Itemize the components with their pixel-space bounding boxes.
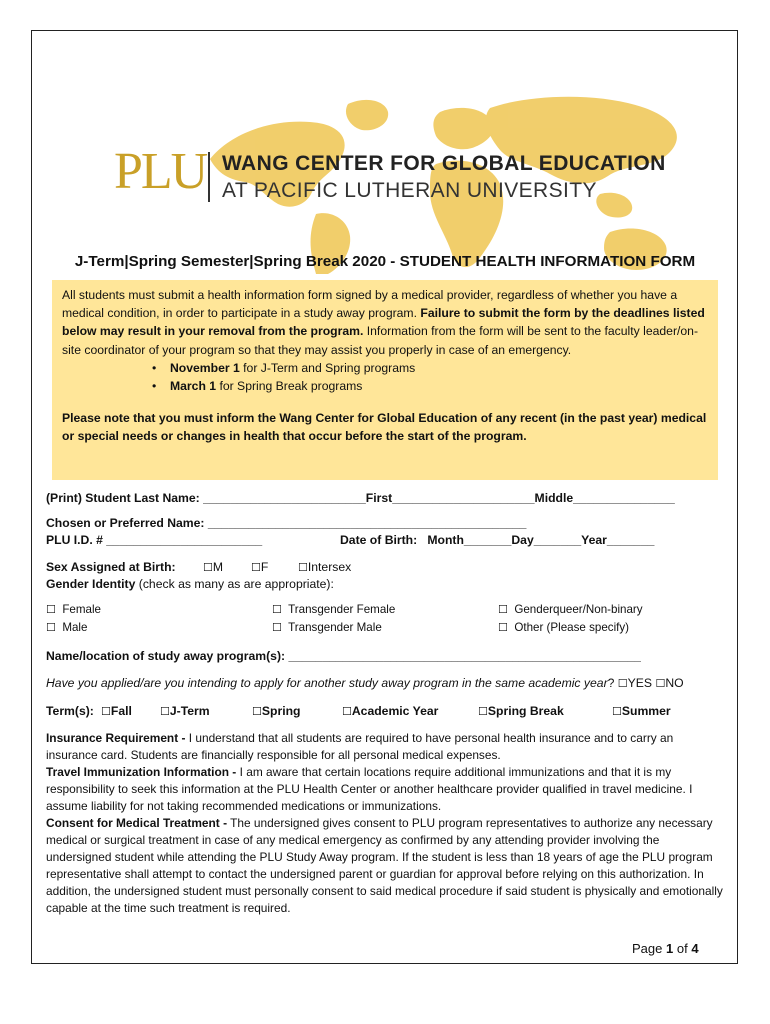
travel-paragraph [46,764,726,815]
checkbox-icon[interactable]: ☐ [342,705,352,718]
page-word: Page [632,941,663,956]
another-program-row: Have you applied/are you intending to apply for another study away program in the same academic year? ☐YES ☐NO [46,676,684,690]
plu-wordmark: PLU [114,143,207,200]
no-label: NO [665,676,684,690]
travel-text: I am aware that certain locations require additional immunizations and that it is my responsibility to seek this information at the PLU Health Center or another healthcare provider qualified in travel medicine. I assume liability for not taking recommended medications or immunizations. [46,765,693,813]
id-dob-row [46,533,686,547]
program-field[interactable]: Name/location of study away program(s): ____________________________________________________ [46,649,641,663]
checkbox-icon[interactable]: ☐ [498,621,508,634]
gender-option[interactable] [272,603,395,616]
checkbox-icon[interactable]: ☐ [160,705,170,718]
wang-center-logo [80,64,690,274]
page-number [632,941,699,956]
term-label: Summer [621,704,671,718]
notice-please: Please note that you must inform the Wang Center for Global Education of any recent (in the past year) medical or special needs or changes in health that occur before the start of the program. [62,411,707,444]
yes-option[interactable] [618,676,652,690]
dob-group [340,533,654,547]
gender-option[interactable] [46,603,101,616]
deadline-text: for J-Term and Spring programs [243,360,416,375]
gender-label: Gender Identity [46,577,136,591]
gender-column-3 [498,603,643,634]
logo-divider [208,152,210,202]
name-row [46,491,675,505]
middle-name-field[interactable]: Middle_______________ [534,491,675,505]
sex-label: Sex Assigned at Birth: [46,560,176,574]
dob-month-field[interactable]: Month_______ [427,533,512,547]
term-label: J-Term [169,704,210,718]
gender-option-label: Other (Please specify) [514,621,630,634]
consent-text: The undersigned gives consent to PLU program representatives to authorize any necessary medical or surgical treatment in case of any medical emergency as confirmed by any attending provider involving the undersigned student while attending the PLU Study Away program. If the student is less than 18 years of age the PLU program representative shall attempt to contact the undersigned parent or guardian for approval before relying on this authorization. In addition, the undersigned student must personally consent to said medical procedure if said student is physically and emotionally capable at the time such treatment is required. [46,816,723,915]
first-name-field[interactable]: First_____________________ [365,491,535,505]
consent-label: Consent for Medical Treatment - [46,816,228,830]
term-label: Academic Year [351,704,439,718]
gender-column-2 [272,603,395,634]
logo-line-1: WANG CENTER FOR GLOBAL EDUCATION [222,152,666,175]
notice-intro: All students must submit a health information form signed by a medical provider, regardless of whether you have a medical condition, in order to participate in a study away program. [62,288,678,321]
insurance-paragraph [46,730,726,764]
notice-rest: Information from the form will be sent to the faculty leader/on-site coordinator of your program so that they may assist you properly in case of an emergency. [62,324,699,357]
deadline-item [152,377,708,395]
gender-option-label: Male [62,621,88,634]
term-label: Spring Break [487,704,564,718]
insurance-text: I understand that all students are required to have personal health insurance and to carry an insurance card. Students are financially responsible for all personal medical expenses. [46,731,674,762]
another-program-question: Have you applied/are you intending to apply for another study away program in the same academic year [46,676,608,690]
page-total: 4 [691,941,699,956]
checkbox-icon[interactable]: ☐ [498,603,508,616]
sex-option-intersex[interactable] [298,560,351,574]
logo-line-2: AT PACIFIC LUTHERAN UNIVERSITY [222,179,597,202]
dob-year-field[interactable]: Year_______ [581,533,655,547]
sex-option-label: Intersex [307,560,352,574]
terms-row [46,704,686,718]
gender-option[interactable] [498,621,643,634]
dob-day-field[interactable]: Day_______ [511,533,582,547]
gender-option-label: Genderqueer/Non-binary [514,603,643,616]
term-option-summer[interactable] [612,704,671,718]
no-option[interactable] [655,676,683,690]
notice-box [52,280,718,480]
yes-label: YES [627,676,653,690]
deadline-date: November 1 [170,360,240,375]
notice-warning: Failure to submit the form by the deadlines listed below may result in your removal from the program. [62,306,705,339]
term-label: Spring [261,704,301,718]
page-current: 1 [666,941,674,956]
checkbox-icon[interactable]: ☐ [478,705,488,718]
checkbox-icon[interactable]: ☐ [101,705,111,718]
gender-identity-row [46,577,334,591]
checkbox-icon[interactable]: ☐ [617,677,628,690]
checkbox-icon[interactable]: ☐ [272,603,282,616]
deadline-date: March 1 [170,379,217,394]
checkbox-icon[interactable]: ☐ [251,561,261,574]
sex-option-f[interactable] [251,560,268,574]
plu-id-field[interactable]: PLU I.D. # _______________________ [46,533,263,547]
sex-option-label: F [260,560,269,574]
page-of: of [676,941,688,956]
checkbox-icon[interactable]: ☐ [612,705,622,718]
gender-option[interactable] [46,621,101,634]
term-option-spring[interactable] [252,704,300,718]
last-name-field[interactable]: (Print) Student Last Name: ________________________ [46,491,366,505]
term-option-spring-break[interactable] [478,704,564,718]
policy-section [46,730,726,917]
term-option-fall[interactable] [101,704,132,718]
deadline-text: for Spring Break programs [219,379,363,394]
deadline-list [62,359,708,395]
chosen-name-field[interactable]: Chosen or Preferred Name: _______________________________________________ [46,516,527,530]
checkbox-icon[interactable]: ☐ [272,621,282,634]
insurance-label: Insurance Requirement - [46,731,186,745]
checkbox-icon[interactable]: ☐ [203,561,213,574]
checkbox-icon[interactable]: ☐ [298,561,308,574]
checkbox-icon[interactable]: ☐ [46,603,56,616]
checkbox-icon[interactable]: ☐ [252,705,262,718]
sex-option-m[interactable] [203,560,223,574]
gender-option-label: Transgender Male [288,621,382,634]
dob-label: Date of Birth: [340,533,418,547]
sex-row [46,560,446,574]
travel-label: Travel Immunization Information - [46,765,237,779]
gender-option[interactable] [498,603,643,616]
gender-column-1 [46,603,101,634]
checkbox-icon[interactable]: ☐ [46,621,56,634]
terms-label: Term(s): [46,704,94,718]
deadline-item [152,359,708,377]
term-label: Fall [110,704,132,718]
consent-paragraph [46,815,726,917]
checkbox-icon[interactable]: ☐ [655,677,666,690]
gender-hint: (check as many as are appropriate): [138,577,334,591]
gender-option-label: Female [62,603,101,616]
form-title: J-Term|Spring Semester|Spring Break 2020 - STUDENT HEALTH INFORMATION FORM [74,253,696,270]
term-option-jterm[interactable] [160,704,210,718]
term-option-academic-year[interactable] [342,704,438,718]
gender-option-label: Transgender Female [288,603,396,616]
sex-option-label: M [212,560,224,574]
notice-paragraph [62,286,708,359]
gender-option[interactable] [272,621,395,634]
